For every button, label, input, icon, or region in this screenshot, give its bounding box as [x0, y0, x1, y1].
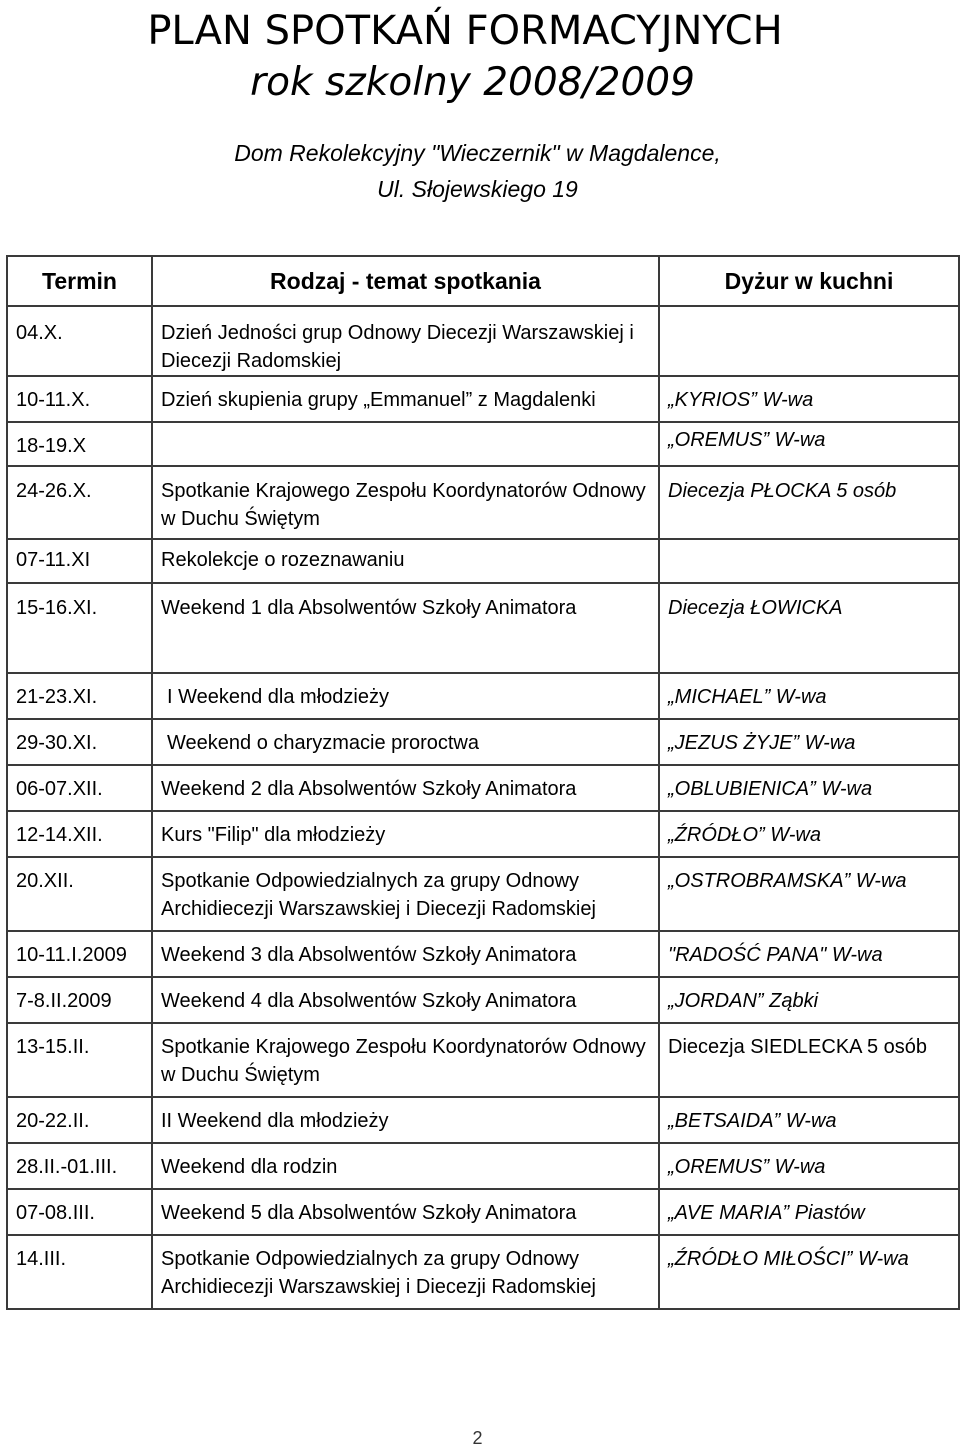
cell-duty: "RADOŚĆ PANA" W-wa: [659, 931, 959, 977]
cell-duty: Diecezja ŁOWICKA: [659, 583, 959, 673]
cell-date: 07-08.III.: [7, 1189, 152, 1235]
header-date: Termin: [7, 256, 152, 306]
cell-duty: „KYRIOS” W-wa: [659, 376, 959, 422]
cell-topic: Weekend 5 dla Absolwentów Szkoły Animatora: [152, 1189, 659, 1235]
cell-topic: Spotkanie Krajowego Zespołu Koordynatorów Odnowy w Duchu Świętym: [152, 466, 659, 539]
table-row: [7, 1143, 959, 1189]
cell-date: 15-16.XI.: [7, 583, 152, 673]
cell-duty: „JORDAN” Ząbki: [659, 977, 959, 1023]
cell-topic: II Weekend dla młodzieży: [152, 1097, 659, 1143]
cell-topic: Weekend dla rodzin: [152, 1143, 659, 1189]
table-row: [7, 811, 959, 857]
page-number: 2: [472, 1428, 483, 1448]
cell-date: 28.II.-01.III.: [7, 1143, 152, 1189]
table-row: [7, 1189, 959, 1235]
cell-topic: Spotkanie Krajowego Zespołu Koordynatorów Odnowy w Duchu Świętym: [152, 1023, 659, 1097]
table-row: [7, 1097, 959, 1143]
cell-date: 14.III.: [7, 1235, 152, 1309]
table-row: [7, 931, 959, 977]
cell-topic: I Weekend dla młodzieży: [152, 673, 659, 719]
table-row: [7, 977, 959, 1023]
cell-topic: Spotkanie Odpowiedzialnych za grupy Odnowy Archidiecezji Warszawskiej i Diecezji Radomskiej: [152, 1235, 659, 1309]
header-duty: Dyżur w kuchni: [659, 256, 959, 306]
table-row: [7, 466, 959, 539]
table-row: [7, 376, 959, 422]
table-row: [7, 583, 959, 673]
cell-date: 10-11.X.: [7, 376, 152, 422]
cell-date: 20-22.II.: [7, 1097, 152, 1143]
cell-date: 20.XII.: [7, 857, 152, 931]
table-row: [7, 1023, 959, 1097]
cell-duty: „JEZUS ŻYJE” W-wa: [659, 719, 959, 765]
page-title: PLAN SPOTKAŃ FORMACYJNYCH: [147, 8, 783, 54]
cell-duty: Diecezja PŁOCKA 5 osób: [659, 466, 959, 539]
cell-date: 29-30.XI.: [7, 719, 152, 765]
cell-duty: „BETSAIDA” W-wa: [659, 1097, 959, 1143]
cell-duty: „OREMUS” W-wa: [659, 422, 959, 466]
cell-topic: Spotkanie Odpowiedzialnych za grupy Odnowy Archidiecezji Warszawskiej i Diecezji Radomskiej: [152, 857, 659, 931]
cell-date: 21-23.XI.: [7, 673, 152, 719]
table-row: [7, 673, 959, 719]
cell-date: 12-14.XII.: [7, 811, 152, 857]
table-row: [7, 539, 959, 583]
cell-date: 06-07.XII.: [7, 765, 152, 811]
table-row: [7, 719, 959, 765]
header-topic: Rodzaj - temat spotkania: [152, 256, 659, 306]
venue-line-2: Ul. Słojewskiego 19: [377, 176, 578, 202]
cell-date: 13-15.II.: [7, 1023, 152, 1097]
cell-duty: „ŹRÓDŁO MIŁOŚCI” W-wa: [659, 1235, 959, 1309]
cell-topic: Weekend 3 dla Absolwentów Szkoły Animatora: [152, 931, 659, 977]
cell-duty: „OBLUBIENICA” W-wa: [659, 765, 959, 811]
cell-date: 24-26.X.: [7, 466, 152, 539]
cell-date: 07-11.XI: [7, 539, 152, 583]
table-row: [7, 306, 959, 376]
table-row: [7, 422, 959, 466]
cell-topic: Rekolekcje o rozeznawaniu: [152, 539, 659, 583]
cell-duty: Diecezja SIEDLECKA 5 osób: [659, 1023, 959, 1097]
table-header-row: [7, 256, 959, 306]
table-row: [7, 857, 959, 931]
cell-topic: Weekend 1 dla Absolwentów Szkoły Animatora: [152, 583, 659, 673]
cell-date: 04.X.: [7, 306, 152, 376]
cell-topic: [152, 422, 659, 466]
cell-topic: Dzień Jedności grup Odnowy Diecezji Warszawskiej i Diecezji Radomskiej: [152, 306, 659, 376]
cell-date: 7-8.II.2009: [7, 977, 152, 1023]
cell-duty: [659, 539, 959, 583]
cell-date: 10-11.I.2009: [7, 931, 152, 977]
cell-topic: Weekend 4 dla Absolwentów Szkoły Animatora: [152, 977, 659, 1023]
table-row: [7, 765, 959, 811]
cell-duty: „OREMUS” W-wa: [659, 1143, 959, 1189]
cell-duty: „AVE MARIA” Piastów: [659, 1189, 959, 1235]
table-row: [7, 1235, 959, 1309]
schedule-table: [6, 255, 960, 1310]
cell-duty: [659, 306, 959, 376]
cell-duty: „OSTROBRAMSKA” W-wa: [659, 857, 959, 931]
cell-topic: Dzień skupienia grupy „Emmanuel” z Magdalenki: [152, 376, 659, 422]
school-year-subtitle: rok szkolny 2008/2009: [250, 60, 695, 105]
cell-duty: „ŹRÓDŁO” W-wa: [659, 811, 959, 857]
cell-topic: Kurs "Filip" dla młodzieży: [152, 811, 659, 857]
venue-line-1: Dom Rekolekcyjny "Wieczernik" w Magdalence,: [234, 140, 721, 166]
cell-topic: Weekend 2 dla Absolwentów Szkoły Animatora: [152, 765, 659, 811]
cell-topic: Weekend o charyzmacie proroctwa: [152, 719, 659, 765]
cell-duty: „MICHAEL” W-wa: [659, 673, 959, 719]
cell-date: 18-19.X: [7, 422, 152, 466]
